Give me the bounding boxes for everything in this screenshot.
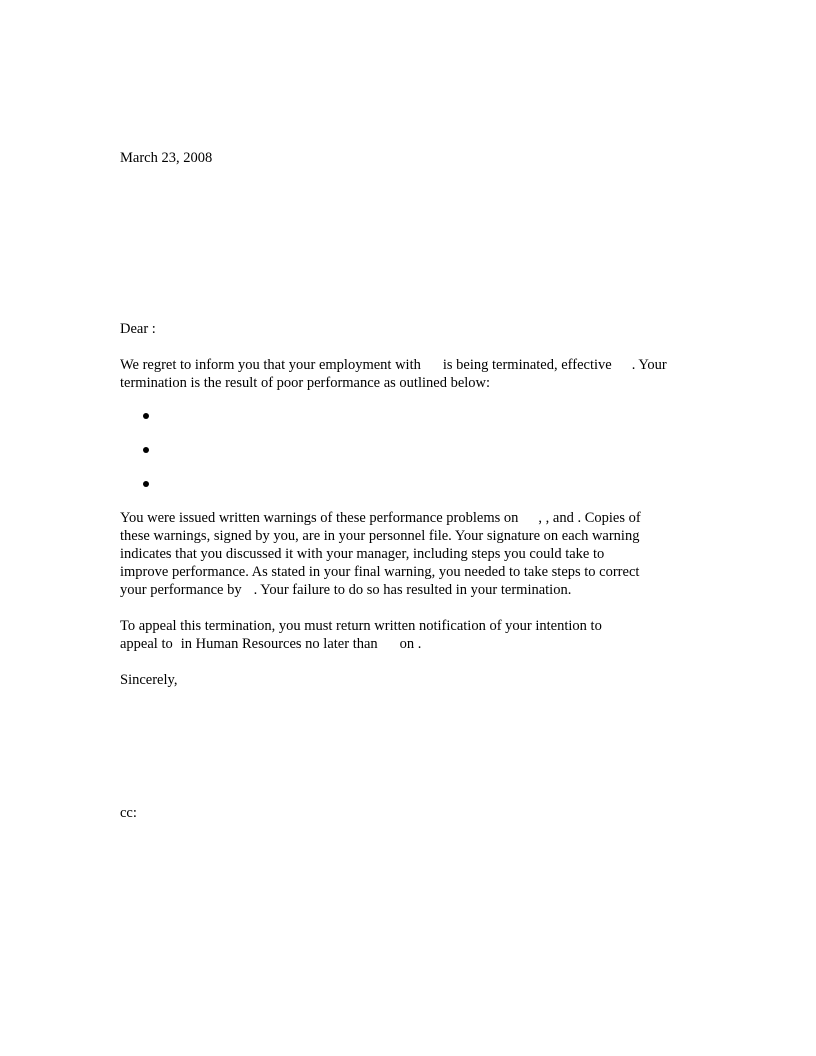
paragraph-line: [120, 356, 667, 374]
bullet-icon: [143, 413, 149, 419]
paragraph-line: [120, 509, 641, 527]
text-segment: . Your: [631, 357, 667, 373]
paragraph-line: termination is the result of poor performance as outlined below:: [120, 375, 491, 391]
salutation: Dear :: [120, 321, 156, 337]
paragraph-line: indicates that you discussed it with your manager, including steps you could take to: [120, 546, 605, 562]
bullet-icon: [143, 447, 149, 453]
text-segment: , , and . Copies of: [538, 510, 641, 526]
cc-line: cc:: [120, 805, 137, 821]
text-segment: You were issued written warnings of these performance problems on: [120, 510, 519, 526]
text-segment: in Human Resources no later than: [180, 636, 378, 652]
closing: Sincerely,: [120, 672, 178, 688]
text-segment: is being terminated, effective: [442, 357, 612, 373]
text-segment: We regret to inform you that your employment with: [120, 357, 421, 373]
paragraph-termination-notice: [120, 356, 667, 392]
paragraph-line: To appeal this termination, you must return written notification of your intention to: [120, 618, 602, 634]
paragraph-line: [120, 581, 641, 599]
paragraph-warnings: [120, 509, 641, 599]
text-segment: on .: [399, 636, 422, 652]
letter-date: March 23, 2008: [120, 150, 213, 166]
paragraph-line: [120, 635, 602, 653]
text-segment: . Your failure to do so has resulted in your termination.: [253, 582, 572, 598]
paragraph-appeal: [120, 617, 602, 653]
bullet-icon: [143, 481, 149, 487]
text-segment: your performance by: [120, 582, 242, 598]
paragraph-line: these warnings, signed by you, are in your personnel file. Your signature on each warning: [120, 528, 640, 544]
paragraph-line: improve performance. As stated in your final warning, you needed to take steps to correct: [120, 564, 640, 580]
text-segment: appeal to: [120, 636, 173, 652]
